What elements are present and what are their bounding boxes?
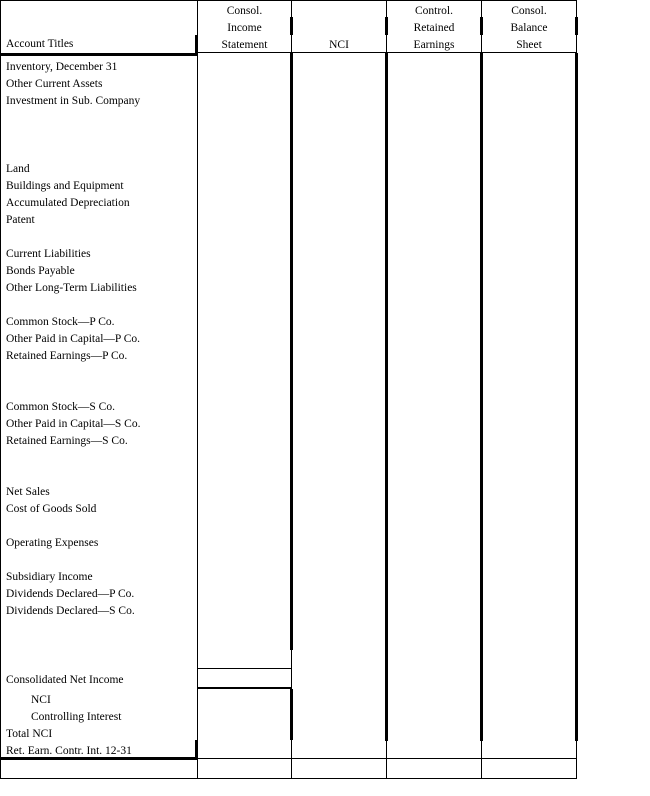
ci-total-rule-top <box>197 668 292 669</box>
bottom-border <box>0 778 577 779</box>
divider-nci-re-thick <box>385 53 388 741</box>
row-controlling-interest: Controlling Interest <box>31 711 122 723</box>
row-subsidiary-income: Subsidiary Income <box>6 571 93 583</box>
account-header-rule <box>0 53 197 56</box>
retained-earnings-header: Control. Retained Earnings <box>413 5 455 51</box>
top-border <box>0 0 577 1</box>
row-ret-earn-contr-int: Ret. Earn. Contr. Int. 12-31 <box>6 745 132 757</box>
ci-total-rule-bottom <box>197 687 292 689</box>
row-other-paid-in-capital-p: Other Paid in Capital—P Co. <box>6 333 141 345</box>
divider-is-nci-thick <box>290 53 293 650</box>
divider-re-bs-thick <box>480 53 483 741</box>
row-common-stock-s: Common Stock—S Co. <box>6 401 115 413</box>
row-retained-earnings-s: Retained Earnings—S Co. <box>6 435 128 447</box>
row-total-nci: Total NCI <box>6 728 53 740</box>
account-titles-header: Account Titles <box>6 38 74 50</box>
row-other-current-assets: Other Current Assets <box>6 78 103 90</box>
row-bonds-payable: Bonds Payable <box>6 265 75 277</box>
left-border <box>0 0 1 779</box>
row-net-sales: Net Sales <box>6 486 50 498</box>
divider-is-nci-lower <box>290 689 293 740</box>
row-land: Land <box>6 163 30 175</box>
right-border-thick <box>575 53 578 741</box>
row-retained-earnings-p: Retained Earnings—P Co. <box>6 350 128 362</box>
row-dividends-declared-p: Dividends Declared—P Co. <box>6 588 135 600</box>
row-patent: Patent <box>6 214 35 226</box>
divider-account-is-tick-bottom <box>195 740 198 760</box>
income-statement-header: Consol. Income Statement <box>221 5 268 51</box>
divider-account-is-thin <box>197 0 198 779</box>
row-cost-of-goods-sold: Cost of Goods Sold <box>6 503 97 515</box>
row-operating-expenses: Operating Expenses <box>6 537 99 549</box>
row-consolidated-net-income: Consolidated Net Income <box>6 674 124 686</box>
balance-sheet-header: Consol. Balance Sheet <box>510 5 548 51</box>
row-accumulated-depreciation: Accumulated Depreciation <box>6 197 130 209</box>
row-current-liabilities: Current Liabilities <box>6 248 91 260</box>
row-investment-in-sub: Investment in Sub. Company <box>6 95 141 107</box>
nci-header: NCI <box>329 39 349 51</box>
row-buildings-equipment: Buildings and Equipment <box>6 180 124 192</box>
footer-rule <box>197 758 577 759</box>
row-other-long-term-liabilities: Other Long-Term Liabilities <box>6 282 137 294</box>
row-dividends-declared-s: Dividends Declared—S Co. <box>6 605 135 617</box>
row-other-paid-in-capital-s: Other Paid in Capital—S Co. <box>6 418 141 430</box>
row-common-stock-p: Common Stock—P Co. <box>6 316 115 328</box>
row-inventory: Inventory, December 31 <box>6 61 118 73</box>
row-nci-share: NCI <box>31 694 51 706</box>
